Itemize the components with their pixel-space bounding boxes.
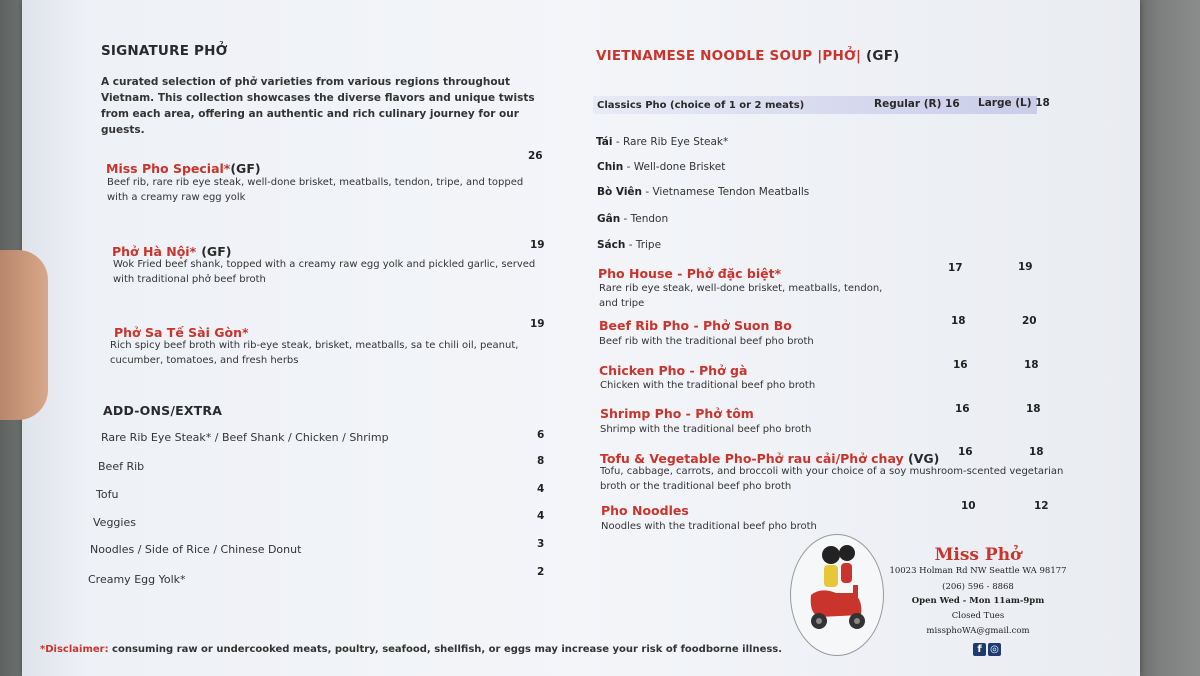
meat-desc: - Tripe — [625, 239, 662, 251]
regular-price-label: Regular (R) 16 — [874, 98, 960, 110]
pho-item-tag: (VG) — [903, 451, 940, 466]
restaurant-logo — [790, 534, 884, 656]
facebook-icon[interactable]: f — [973, 643, 986, 656]
pho-item-desc: Rare rib eye steak, well-done brisket, meatballs, tendon, and tripe — [599, 283, 883, 309]
instagram-icon[interactable]: ◎ — [988, 643, 1001, 656]
restaurant-closed: Closed Tues — [951, 611, 1005, 621]
pho-item-price-large: 18 — [1026, 403, 1041, 415]
pho-item-price-large: 18 — [1024, 359, 1039, 371]
classics-label: Classics Pho (choice of 1 or 2 meats) — [597, 100, 805, 111]
pho-item-price-regular: 18 — [951, 315, 966, 327]
meat-desc: - Tendon — [620, 213, 669, 225]
item-price: 26 — [528, 150, 543, 162]
hand — [0, 250, 48, 420]
pho-item-price-regular: 16 — [958, 446, 973, 458]
meat-option — [596, 136, 728, 148]
item-name: Miss Pho Special* — [106, 161, 231, 176]
pho-item-price-regular: 17 — [948, 262, 963, 274]
pho-item-price-large: 19 — [1018, 261, 1033, 273]
pho-item-desc: Beef rib with the traditional beef pho broth — [599, 336, 814, 347]
social-icons — [973, 642, 1003, 656]
meat-name: Chin — [597, 161, 624, 173]
addon-name: Creamy Egg Yolk* — [88, 573, 186, 586]
pho-item-desc: Chicken with the traditional beef pho broth — [600, 380, 816, 391]
noodle-soup-title-tag: (GF) — [861, 48, 900, 64]
addon-price: 6 — [537, 429, 545, 441]
disclaimer-text: consuming raw or undercooked meats, poultry, seafood, shellfish, or eggs may increase your risk of foodborne illness. — [108, 644, 783, 655]
addon-price: 8 — [537, 455, 545, 467]
addon-price: 3 — [537, 538, 545, 550]
item-desc: Rich spicy beef broth with rib-eye steak, brisket, meatballs, sa te chili oil, peanut, cucumber, tomatoes, and fresh herbs — [110, 340, 519, 366]
pho-item-price-regular: 16 — [955, 403, 970, 415]
pho-item-name: Chicken Pho - Phở gà — [599, 363, 748, 378]
meat-desc: - Vietnamese Tendon Meatballs — [642, 186, 810, 198]
restaurant-address: 10023 Holman Rd NW Seattle WA 98177 — [889, 566, 1067, 576]
addon-price: 4 — [537, 483, 545, 495]
pho-item-desc: Noodles with the traditional beef pho broth — [601, 521, 817, 532]
meat-option — [597, 239, 661, 251]
large-price-label: Large (L) 18 — [978, 97, 1050, 109]
meat-name: Tái — [596, 136, 613, 148]
meat-name: Bò Viên — [597, 186, 643, 198]
meat-option — [597, 186, 809, 198]
pho-item-name: Tofu & Vegetable Pho-Phở rau cải/Phở chay — [600, 451, 904, 466]
pho-item-price-large: 18 — [1029, 446, 1044, 458]
signature-intro: A curated selection of phở varieties from various regions throughout Vietnam. This collection showcases the diverse flavors and unique twists from each area, offering an authentic and rich culinary journey for our guests. — [101, 76, 535, 136]
pho-item-desc: Shrimp with the traditional beef pho broth — [600, 424, 812, 435]
restaurant-email: missphoWA@gmail.com — [926, 626, 1030, 636]
meat-name: Sách — [597, 239, 626, 251]
signature-title: SIGNATURE PHỞ — [101, 43, 228, 59]
pho-item-price-large: 20 — [1022, 315, 1037, 327]
meat-name: Gân — [597, 213, 621, 225]
addon-price: 2 — [537, 566, 545, 578]
pho-item-price-regular: 10 — [961, 500, 976, 512]
addon-name: Rare Rib Eye Steak* / Beef Shank / Chicken / Shrimp — [101, 431, 389, 444]
item-tag: (GF) — [201, 244, 232, 259]
item-price: 19 — [530, 239, 545, 251]
addon-name: Veggies — [93, 516, 136, 529]
item-tag: (GF) — [230, 161, 261, 176]
disclaimer-label: *Disclaimer: — [40, 644, 109, 655]
addon-name: Tofu — [96, 488, 119, 501]
restaurant-phone: (206) 596 - 8868 — [942, 582, 1014, 592]
pho-item-name: Shrimp Pho - Phở tôm — [600, 406, 754, 421]
restaurant-name: Miss Phở — [934, 545, 1022, 565]
disclaimer — [40, 644, 782, 655]
item-price: 19 — [530, 318, 545, 330]
item-desc: Wok Fried beef shank, topped with a creamy raw egg yolk and pickled garlic, served with traditional phở beef broth — [113, 259, 536, 285]
pho-item-price-regular: 16 — [953, 359, 968, 371]
addon-name: Beef Rib — [98, 460, 145, 473]
pho-item-name: Beef Rib Pho - Phở Suon Bo — [599, 318, 792, 333]
item-desc: Beef rib, rare rib eye steak, well-done brisket, meatballs, tendon, tripe, and topped with a creamy raw egg yolk — [107, 177, 524, 203]
pho-item-name: Pho Noodles — [601, 503, 689, 518]
noodle-soup-title-main: VIETNAMESE NOODLE SOUP |PHỞ| — [596, 48, 862, 64]
item-name: Phở Hà Nội* — [112, 244, 197, 259]
addons-title: ADD-ONS/EXTRA — [103, 403, 223, 418]
restaurant-hours: Open Wed - Mon 11am-9pm — [911, 596, 1045, 606]
noodle-soup-title — [596, 48, 899, 64]
meat-desc: - Rare Rib Eye Steak* — [612, 136, 729, 148]
pho-item-price-large: 12 — [1034, 500, 1049, 512]
meat-option — [597, 213, 668, 225]
pho-item-name: Pho House - Phở đặc biệt* — [598, 266, 782, 281]
item-name: Phở Sa Tế Sài Gòn* — [114, 325, 249, 340]
addon-price: 4 — [537, 510, 545, 522]
addon-name: Noodles / Side of Rice / Chinese Donut — [90, 543, 302, 556]
pho-item-desc: Tofu, cabbage, carrots, and broccoli with your choice of a soy mushroom-scented vegetarian broth or the traditional beef pho broth — [600, 466, 1064, 492]
scooter-logo-icon — [791, 535, 883, 655]
meat-option — [597, 161, 725, 173]
meat-desc: - Well-done Brisket — [623, 161, 726, 173]
